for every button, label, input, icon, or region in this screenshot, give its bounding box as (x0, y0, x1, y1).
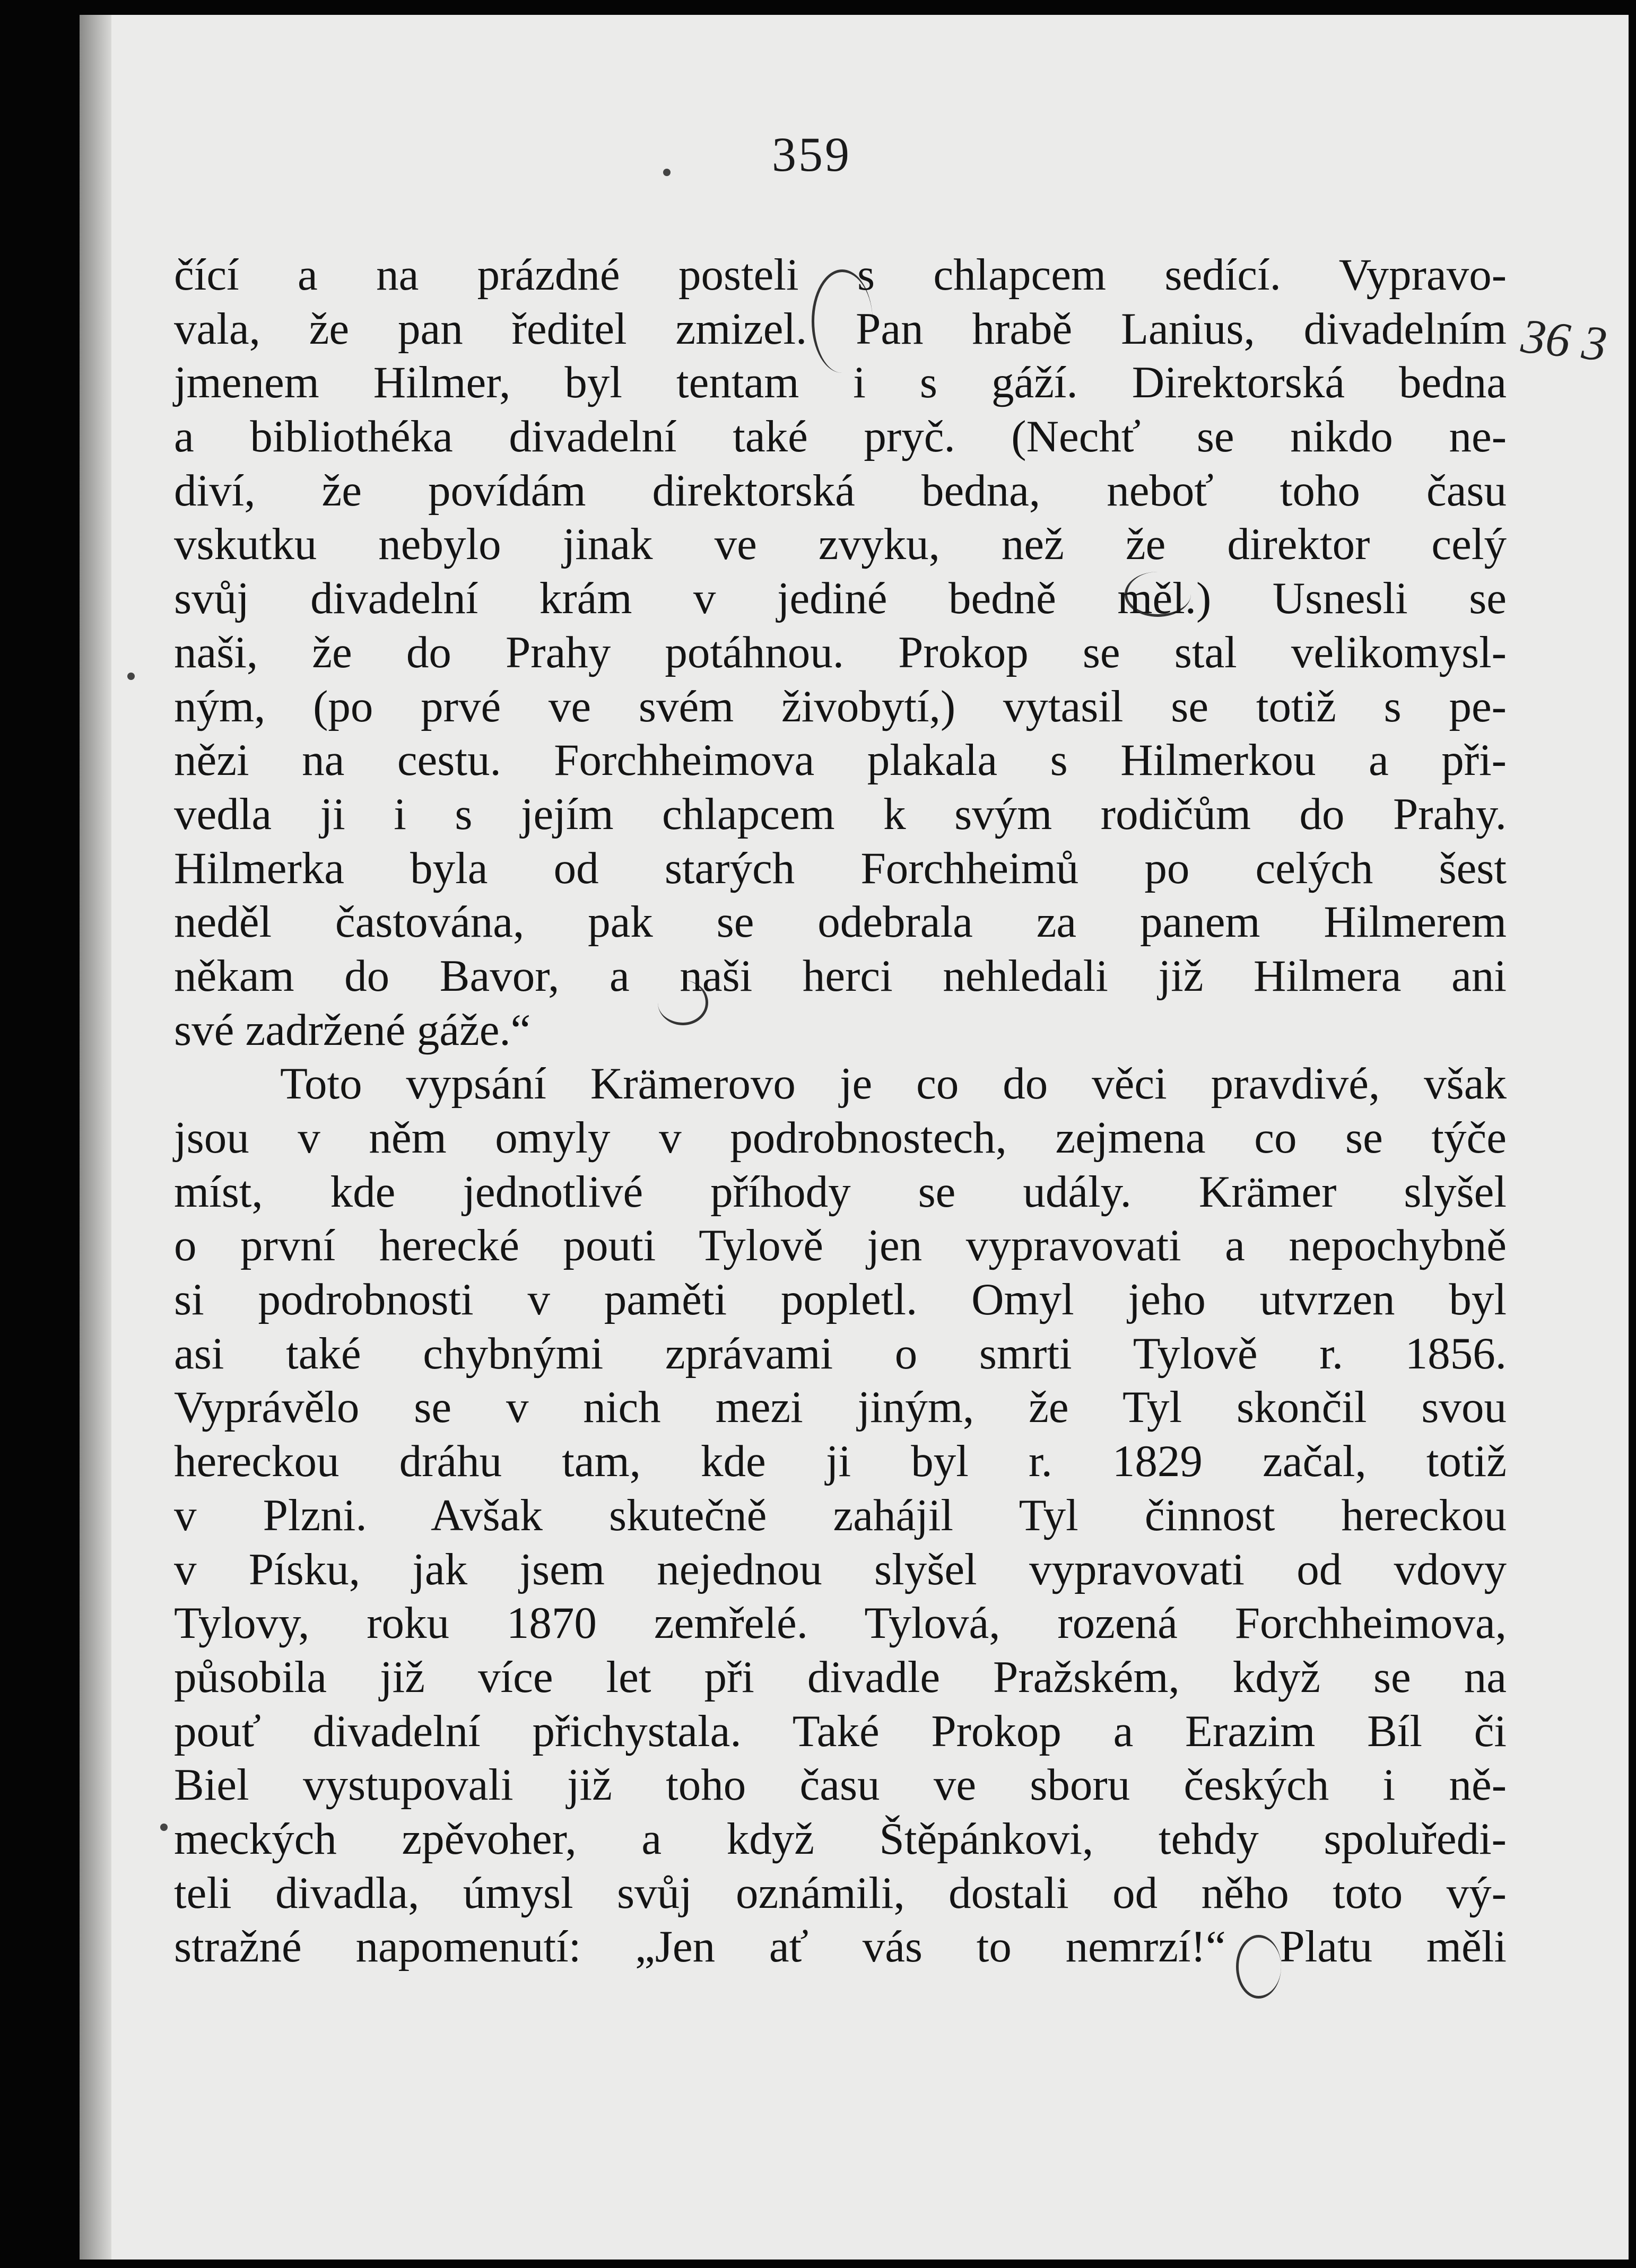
text-line: ným, (po prvé ve svém živobytí,) vytasil se totiž s pe- (174, 681, 1507, 731)
text-line: Tylovy, roku 1870 zemřelé. Tylová, rozená Forchheimova, (174, 1598, 1507, 1648)
body-text (174, 248, 1507, 1974)
text-line: naši, že do Prahy potáhnou. Prokop se stal velikomysl- (174, 627, 1507, 677)
text-line: hereckou dráhu tam, kde ji byl r. 1829 začal, totiž (174, 1436, 1507, 1487)
text-line: míst, kde jednotlivé příhody se udály. Krämer slyšel (174, 1166, 1507, 1217)
paragraph-start-line: Toto vypsání Krämerovo je co do věci pravdivé, však (280, 1059, 1507, 1109)
text-line: vala, že pan ředitel zmizel. Pan hrabě Lanius, divadelním (174, 303, 1507, 354)
text-line: své zadržené gáže.“ (174, 1005, 531, 1055)
text-line: diví, že povídám direktorská bedna, neboť toho času (174, 465, 1507, 516)
text-line: teli divadla, úmysl svůj oznámili, dostali od něho toto vý- (174, 1868, 1507, 1918)
text-line: stražné napomenutí: „Jen ať vás to nemrzí!“ Platu měli (174, 1922, 1507, 1972)
text-line: vskutku nebylo jinak ve zvyku, než že direktor celý (174, 519, 1507, 570)
text-line: nězi na cestu. Forchheimova plakala s Hilmerkou a při- (174, 735, 1507, 786)
text-line: vedla ji i s jejím chlapcem k svým rodičům do Prahy. (174, 789, 1507, 839)
text-line: svůj divadelní krám v jediné bedně měl.) Usnesli se (174, 573, 1507, 624)
ink-speck (663, 169, 671, 176)
text-line: neděl častována, pak se odebrala za panem Hilmerem (174, 897, 1507, 947)
text-line: někam do Bavor, a naši herci nehledali již Hilmera ani (174, 950, 1507, 1001)
page-number: 359 (772, 127, 851, 181)
handwritten-margin-note: 36 3 (1519, 308, 1609, 372)
text-line: pouť divadelní přichystala. Také Prokop a Erazim Bíl či (174, 1706, 1507, 1756)
text-line: v Plzni. Avšak skutečně zahájil Tyl činnost hereckou (174, 1490, 1507, 1540)
gutter-shadow (80, 15, 111, 2260)
text-line: Hilmerka byla od starých Forchheimů po celých šest (174, 843, 1507, 893)
text-line: Vyprávělo se v nich mezi jiným, že Tyl skončil svou (174, 1382, 1507, 1433)
ink-speck (160, 1824, 168, 1831)
book-page (80, 15, 1629, 2260)
text-line: v Písku, jak jsem nejednou slyšel vypravovati od vdovy (174, 1544, 1507, 1594)
ink-speck (127, 673, 135, 680)
text-line: Biel vystupovali již toho času ve sboru českých i ně- (174, 1760, 1507, 1810)
text-line: si podrobnosti v paměti popletl. Omyl jeho utvrzen byl (174, 1275, 1507, 1325)
text-line: meckých zpěvoher, a když Štěpánkovi, tehdy spoluředi- (174, 1813, 1507, 1864)
text-line: čící a na prázdné posteli s chlapcem sedící. Vypravo- (174, 250, 1507, 300)
text-line: asi také chybnými zprávami o smrti Tylově r. 1856. (174, 1328, 1507, 1379)
text-line: o první herecké pouti Tylově jen vypravovati a nepochybně (174, 1220, 1507, 1271)
text-line: působila již více let při divadle Pražském, když se na (174, 1652, 1507, 1702)
text-line: jsou v něm omyly v podrobnostech, zejmena co se týče (174, 1113, 1507, 1163)
text-line: jmenem Hilmer, byl tentam i s gáží. Direktorská bedna (174, 357, 1507, 408)
text-line: a bibliothéka divadelní také pryč. (Nechť se nikdo ne- (174, 412, 1507, 462)
